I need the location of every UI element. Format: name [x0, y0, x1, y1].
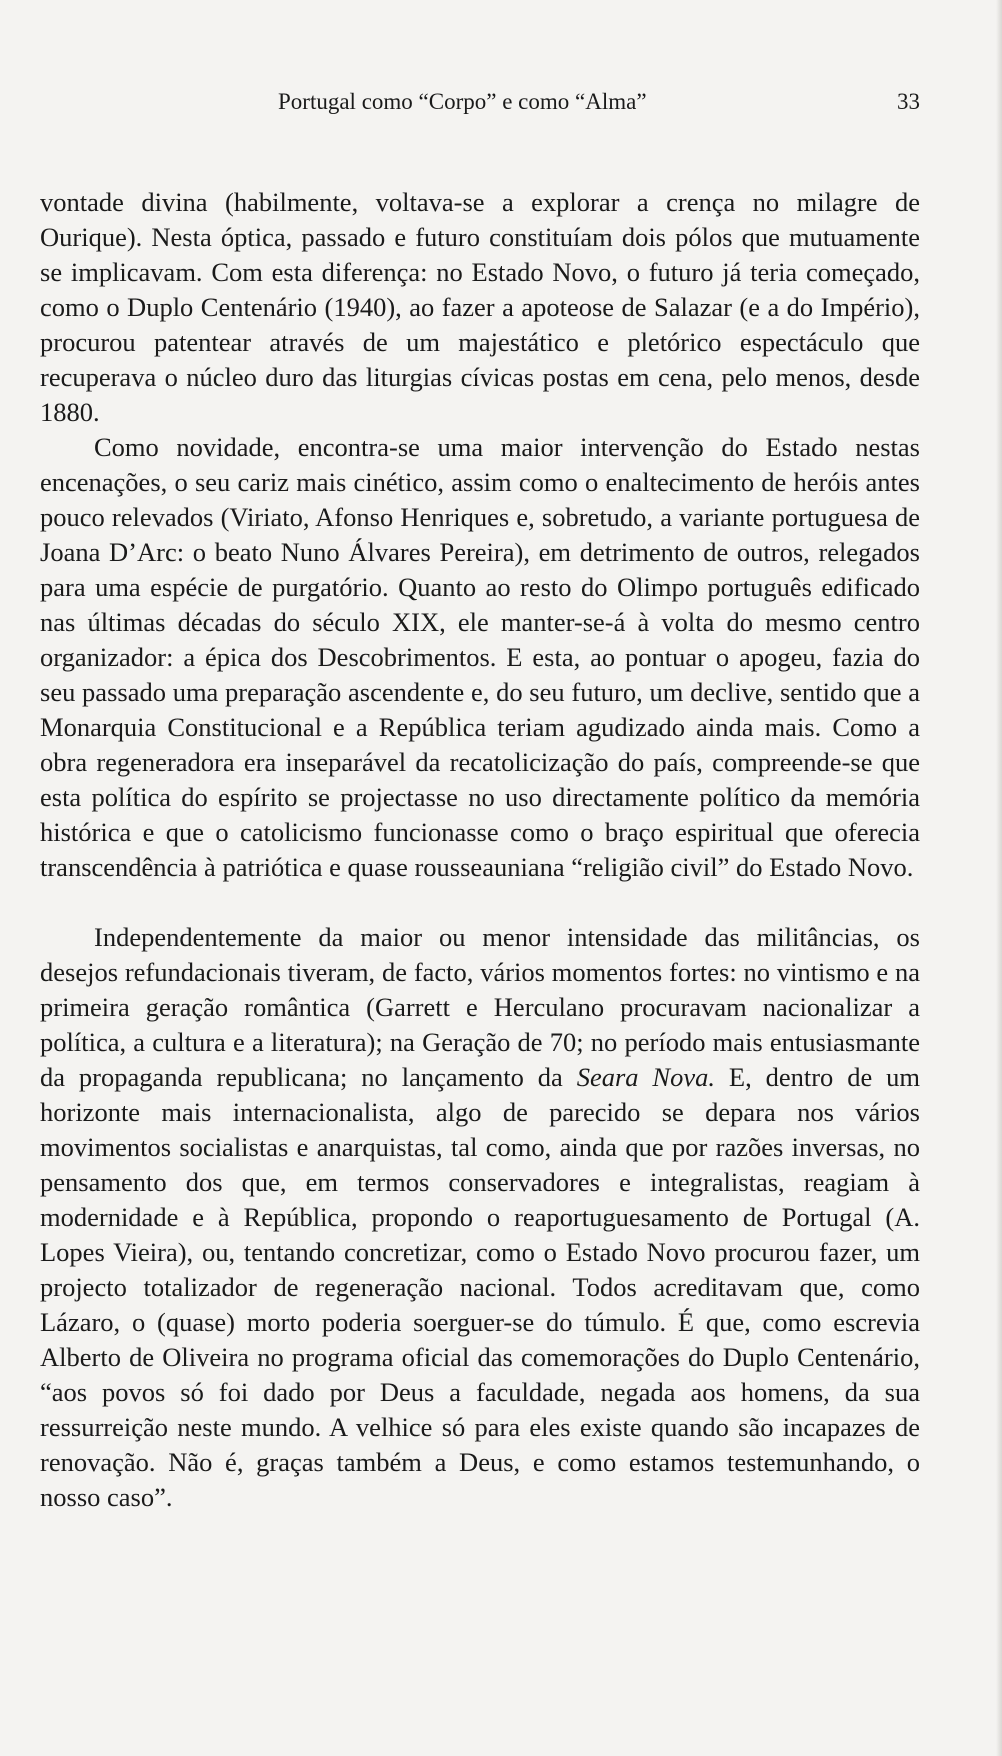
paragraph-independentemente [40, 920, 920, 1515]
paragraph-continued: vontade divina (habilmente, voltava-se a explorar a crença no milagre de Ourique). Nesta óptica, passado e futuro constituíam dois pólos que mutuamente se implicavam. Com esta diferença: no Estado Novo, o futuro já teria começado, como o Duplo Centenário (1940), ao fazer a apoteose de Salazar (e a do Império), procurou patentear através de um majestático e pletórico espectáculo que recuperava o núcleo duro das liturgias cívicas postas em cena, pelo menos, desde 1880. [40, 187, 920, 427]
running-header [40, 86, 920, 118]
seara-nova-title: Seara Nova. [576, 1062, 715, 1092]
paragraph-text-part1: Independentemente da maior ou menor intensidade das militâncias, os desejos refundacionais tiveram, de facto, vários momentos fortes: no vintismo e na primeira geração romântica (Garrett e Herculano procuravam nacionalizar a política, a cultura e a literatura); na Geração de 70; no período mais entusiasmante da propaganda republicana; no lançamento da [40, 922, 920, 1092]
page-edge-shadow [996, 0, 1002, 1756]
paragraph-text-part2: E, dentro de um horizonte mais internacionalista, algo de parecido se depara nos vários movimentos socialistas e anarquistas, tal como, ainda que por razões inversas, no pensamento dos que, em termos conservadores e integralistas, reagiam à modernidade e à República, propondo o reaportuguesamento de Portugal (A. Lopes Vieira), ou, tentando concretizar, como o Estado Novo procurou fazer, um projecto totalizador de regeneração nacional. Todos acreditavam que, como Lázaro, o (quase) morto poderia soerguer-se do túmulo. É que, como escrevia Alberto de Oliveira no programa oficial das comemorações do Duplo Centenário, “aos povos só foi dado por Deus a faculdade, negada aos homens, da sua ressurreição neste mundo. A velhice só para eles existe quando são incapazes de renovação. Não é, graças também a Deus, e como estamos testemunhando, o nosso caso”. [40, 1062, 921, 1512]
paragraph-novidade: Como novidade, encontra-se uma maior intervenção do Estado nestas encenações, o seu cariz mais cinético, assim como o enaltecimento de heróis antes pouco relevados (Viriato, Afonso Henriques e, sobretudo, a variante portuguesa de Joana D’Arc: o beato Nuno Álvares Pereira), em detrimento de outros, relegados para uma espécie de purgatório. Quanto ao resto do Olimpo português edificado nas últimas décadas do século XIX, ele manter-se-á à volta do mesmo centro organizador: a épica dos Descobrimentos. E esta, ao pontuar o apogeu, fazia do seu passado uma preparação ascendente e, do seu futuro, um declive, sentido que a Monarquia Constitucional e a República teriam agudizado ainda mais. Como a obra regeneradora era inseparável da recatolicização do país, compreende-se que esta política do espírito se projectasse no uso directamente político da memória histórica e que o catolicismo funcionasse como o braço espiritual que oferecia transcendência à patriótica e quase rousseauniana “religião civil” do Estado Novo. [40, 432, 920, 882]
page-number: 33 [897, 89, 920, 114]
running-header-title: Portugal como “Corpo” e como “Alma” [278, 89, 647, 114]
body-text [40, 185, 920, 1515]
